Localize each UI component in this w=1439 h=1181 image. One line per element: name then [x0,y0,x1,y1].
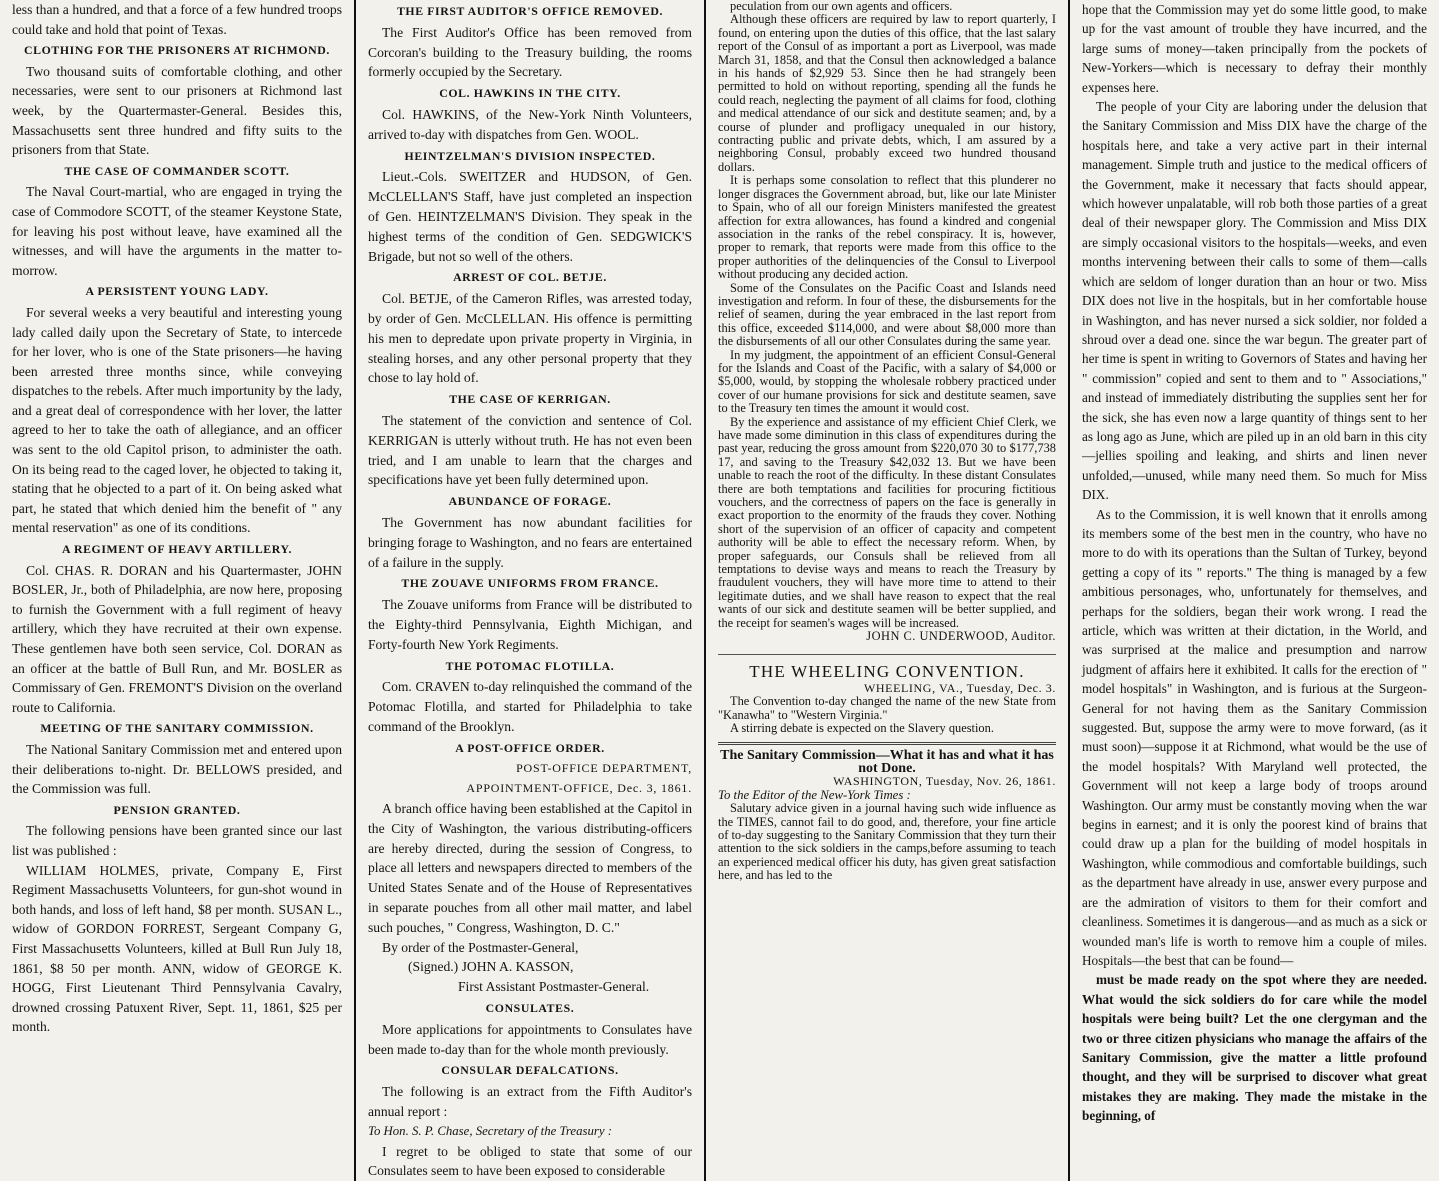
salutation-line: To the Editor of the New-York Times : [718,787,911,802]
article-paragraph: The Convention to-day changed the name of the new State from "Kanawha" to "Western Virginia." [718,694,1056,722]
article-paragraph: The following is an extract from the Fifth Auditor's annual report : [368,1084,692,1120]
article-paragraph: More applications for appointments to Consulates have been made to-day than for the whole month previously. [368,1021,692,1057]
article-paragraph: Salutary advice given in a journal having such wide influence as the TIMES, cannot fail to do good, and, therefore, your fine article of to-day suggesting to the Sanitary Commission that they turn their attention to the sick soldiers in the camps,before assuming to teach an experienced medical officer his duty, has given great satisfaction here, and has led to the [718,801,1056,883]
article-paragraph: The Naval Court-martial, who are engaged in trying the case of Commodore SCOTT, of the steamer Keystone State, for leaving his post without leave, have examined all the witnesses, and will have the arguments in the matter to-morrow. [12,184,342,278]
section-heading: ABUNDANCE OF FORAGE. [448,494,612,509]
article-paragraph: For several weeks a very beautiful and interesting young lady called daily upon the Secretary of State, to intercede for her lover, who is one of the State prisoners—he having been arrested three months since, while conveying dispatches to the rebels. After much importunity by the lady, and a great deal of correspondence with her lover, the latter agreed to her to take the oath of allegiance, and an officer was sent to the old Capitol prison, to administer the oath. On its being read to the caged lover, he objected to taking it, stating that he objected to a part of it. On being asked what part, he stated that which denied him the benefit of " any mental reservation" as one of its conditions. [12,304,342,536]
article-headline: THE WHEELING CONVENTION. [718,654,1056,678]
section-heading: THE POTOMAC FLOTILLA. [445,658,615,673]
article-paragraph: Lieut.-Cols. SWEITZER and HUDSON, of Gen. McCLELLAN'S Staff, have just completed an inspection of Gen. HEINTZELMAN'S Division. They speak in the highest terms of the condition of Gen. SEDGWICK'S Brigade, but not so well of the others. [368,169,692,264]
article-paragraph: Although these officers are required by law to report quarterly, I found, on entering upon the duties of this office, that the last salary report of the Consul of as important a port as Liverpool, was made March 31, 1858, and that the Consul then acknowledged a balance in his hands of $2,929 53. Since then he had strangely been permitted to hold on without reporting, spending all the funds he could reach, neglecting the payment of all claims for food, clothing and medical attendance of our sick and destitute seamen; and, by a course of plunder and profligacy unequaled in our history, contracting public and private debts, which, I am assured by a neighboring Consul, probably exceed two hundred thousand dollars. [718,12,1056,174]
signature-title: First Assistant Postmaster-General. [458,979,650,995]
article-paragraph: Col. HAWKINS, of the New-York Ninth Volunteers, arrived to-day with dispatches from Gen. WOOL. [368,106,692,142]
section-heading: COL. HAWKINS IN THE CITY. [439,86,621,101]
column-3 [706,0,1070,1181]
department-line: POST-OFFICE DEPARTMENT, [516,761,692,776]
section-heading: THE ZOUAVE UNIFORMS FROM FRANCE. [401,576,659,591]
column-1 [0,0,356,1181]
article-paragraph: WILLIAM HOLMES, private, Company E, First Regiment Massachusetts Volunteers, for gun-shot wound in both hands, and loss of left hand, $8 per month. SUSAN L., widow of GORDON FORREST, Sergeant Company G, First Massachusetts Volunteers, killed at Bull Run July 18, 1861, $8 50 per month. ANN, widow of GEORGE K. HOGG, First Lieutenant Third Pennsylvania Cavalry, drowned crossing Patuxent River, Sept. 11, 1861, $25 per month. [12,862,342,1035]
section-heading: THE FIRST AUDITOR'S OFFICE REMOVED. [396,4,664,18]
article-paragraph: The First Auditor's Office has been removed from Corcoran's building to the Treasury building, the rooms formerly occupied by the Secretary. [368,24,692,80]
article-paragraph: Com. CRAVEN to-day relinquished the command of the Potomac Flotilla, and started for Philadelphia to take command of the Brooklyn. [368,679,692,734]
article-paragraph: Some of the Consulates on the Pacific Coast and Islands need investigation and reform. In four of these, the disbursements for the relief of seamen, during the year embraced in the last report from this office, exceeded $114,000, and were about $8,000 more than the disbursements of all our other Consulates during the same year. [718,280,1056,349]
article-paragraph: must be made ready on the spot where they are needed. What would the sick soldiers do for care while the model hospitals were being built? Let the one clergyman and the two or three citizen physicians who manage the affairs of the Sanitary Commission, give the matter a little profound thought, and they will be surprised to discover what great mistakes they are making. They made the mistake in the beginning, of [1082,972,1427,1124]
dateline: WASHINGTON, Tuesday, Nov. 26, 1861. [833,774,1056,789]
article-paragraph: As to the Commission, it is well known that it enrolls among its members some of the best men in the country, who have no more to do with its operations than the Sultan of Turkey, beyond getting a copy of its " reports." The thing is managed by a few ambitious personages, who, unfortunately for themselves, and perhaps for the soldiers, began their work wrong. I read the article, which was written at their dictation, in the World, and was surprised at the malice and presumption and narrow judgment of affairs here it exhibited. It calls for the erection of " model hospitals" in Washington, and is furious at the Surgeon-General for not having them as the Sanitary Commission suggested. But, suppose the army were to move forward, (as it must soon)—suppose it at Richmond, what would be the use of the model hospitals? With Maryland well protected, the Government will not keep a large body of troops around Washington. Our army must be constantly moving when the war begins in earnest; and it is only the poorest kind of brains that could draw up a plan for the building of model hospitals in Washington, while commodious and comfortable buildings, such as the department have already in use, answer every purpose and are the admiration of visitors to them for their comfort and cleanliness. Sometimes it is dangerous—and as much as a sick or wounded man's life is worth to remove him a couple of miles. Hospitals—the best that can be found— [1082,506,1427,968]
article-paragraph: less than a hundred, and that a force of a few hundred troops could take and hold that point of Texas. [12,2,342,37]
article-paragraph: It is perhaps some consolation to reflect that this plunderer no longer disgraces the Government abroad, but, like our late Minister to Spain, who of all our foreign Ministers manifested the greatest affection for extra allowances, has found a kindred and congenial association in the ranks of the rebel conspiracy. It is, however, proper to remark, that reports were made from this office to the proper authorities of the delinquencies of the Consul to Liverpool without producing any decided action. [718,173,1056,282]
section-heading: A REGIMENT OF HEAVY ARTILLERY. [61,542,293,557]
article-paragraph: The following pensions have been granted since our last list was published : [12,823,342,858]
section-heading: A POST-OFFICE ORDER. [455,740,605,755]
article-paragraph: I regret to be obliged to state that some of our Consulates seem to have been exposed to considerable [368,1143,692,1179]
section-heading: ARREST OF COL. BETJE. [453,270,607,285]
article-paragraph: A branch office having been established at the Capitol in the City of Washington, the various distributing-officers are hereby directed, during the session of Congress, to place all letters and newspapers directed to members of the United States Senate and of the House of Representatives in separate pouches from all other mail matter, and label such pouches, " Congress, Washington, D. C." [368,801,692,935]
section-heading: CLOTHING FOR THE PRISONERS AT RICHMOND. [24,43,330,58]
salutation-line: To Hon. S. P. Chase, Secretary of the Treasury : [368,1123,612,1138]
article-paragraph: The people of your City are laboring under the delusion that the Sanitary Commission and Miss DIX have the charge of the hospitals here, and take a very active part in their internal management. Simple truth and justice to the medical officers of the Government, make it necessary that facts should appear, which however unpalatable, will rob both those parties of a great deal of their newspaper glory. The Commission and Miss DIX are simply occasional visitors to the hospitals—weeks, and even months intervening between their calls to some of them—calls which are seldom of longer duration than an hour or two. Miss DIX does not live in the hospitals, but in her comfortable house in Washington, and has never nursed a sick soldier, nor folded a shroud over a dead one. since the war begun. The greater part of her time is spent in writing to Governors of States and having her " commission" copied and sent to them and to " Associations," and instead of immediately distributing the supplies sent her for the sick, she has even now a large quantity of things sent to her as long ago as June, which are piled up in an old barn in this city—jellies spoiling and leaking, and shirts and linen never unfolded,—unused, while many need them. So much for Miss DIX. [1082,99,1428,503]
article-paragraph: The National Sanitary Commission met and entered upon their deliberations to-night. Dr. BELLOWS presided, and the Commission was full. [12,741,342,797]
article-paragraph: peculation from our own agents and officers. [730,0,953,13]
department-line: APPOINTMENT-OFFICE, Dec. 3, 1861. [466,781,692,796]
section-heading: A PERSISTENT YOUNG LADY. [85,284,269,299]
article-headline: The Sanitary Commission—What it has and what it has not Done. [718,742,1056,776]
dateline: WHEELING, VA., Tuesday, Dec. 3. [863,680,1056,695]
article-paragraph: The statement of the conviction and sentence of Col. KERRIGAN is utterly without truth. He has not even been tried, and I am unable to learn that the charges and specifications have yet been fully determined upon. [368,412,692,488]
article-paragraph: In my judgment, the appointment of an efficient Consul-General for the Islands and Coast of the Pacific, with a salary of $4,000 or $5,000, would, by stopping the wholesale robbery practiced under cover of our humane provisions for sick and destitute seamen, save to the Treasury ten times the amount it would cost. [718,347,1056,416]
section-heading: THE CASE OF COMMANDER SCOTT. [64,163,290,178]
section-heading: CONSULATES. [485,1001,575,1016]
section-heading: PENSION GRANTED. [113,802,241,817]
section-heading: HEINTZELMAN'S DIVISION INSPECTED. [404,148,656,163]
article-paragraph: A stirring debate is expected on the Slavery question. [730,721,994,736]
article-paragraph: The Government has now abundant facilities for bringing forage to Washington, and no fears are entertained of a failure in the supply. [368,514,692,570]
section-heading: MEETING OF THE SANITARY COMMISSION. [40,721,314,736]
section-heading: THE CASE OF KERRIGAN. [449,392,611,407]
signature-line: JOHN C. UNDERWOOD, Auditor. [866,629,1056,644]
article-paragraph: Col. CHAS. R. DORAN and his Quartermaster, JOHN BOSLER, Jr., both of Philadelphia, are now here, proposing to furnish the Government with a full regiment of heavy artillery, which they have recruited at their own expense. These gentlemen have both seen service, Col. DORAN as an officer at the battle of Bull Run, and Mr. BOSLER as Commissary of Gen. FREMONT'S Division on the overland route to California. [12,562,342,715]
article-paragraph: By the experience and assistance of my efficient Chief Clerk, we have made some diminution in this class of expenditures during the past year, reducing the gross amount from $220,070 30 to $177,738 17, and saving to the Treasury $42,032 13. But we have been unable to reach the root of the difficulty. In these distant Consulates there are both temptations and facilities for procuring fictitious vouchers, and the correctness of papers on the face is generally in exact proportion to the enormity of the frauds they cover. Nothing short of the supervision of an officer of capacity and competent authority will be able to effect the necessary reform. When, by proper safeguards, our Consuls shall be relieved from all temptations to devise ways and means to reach the Treasury by fraudulent vouchers, they will have more time to attend to their legitimate duties, and we shall have reason to expect that the real wants of our sick and destitute seamen will be better supplied, and the receipt for seamen's wages will be increased. [718,414,1056,630]
signature-line: (Signed.) JOHN A. KASSON, [408,959,574,975]
column-4 [1070,0,1439,1181]
column-2 [356,0,706,1181]
article-paragraph: Two thousand suits of comfortable clothing, and other necessaries, were sent to our prisoners at Richmond last week, by the Quartermaster-General. Besides this, Massachusetts sent three hundred and fifty suits to the prisoners from that State. [12,63,342,158]
section-heading: CONSULAR DEFALCATIONS. [441,1063,619,1078]
article-paragraph: By order of the Postmaster-General, [382,939,579,955]
article-paragraph: hope that the Commission may yet do some little good, to make up for the vast amount of trouble they have incurred, and the large sums of money—taken principally from the pockets of New-Yorkers—which is necessary to defray their monthly expenses here. [1082,2,1427,95]
article-paragraph: Col. BETJE, of the Cameron Rifles, was arrested today, by order of Gen. McCLELLAN. His offence is permitting his men to depredate upon private property in Virginia, in stealing horses, and any other personal property that they chose to lay hold of. [368,291,692,386]
article-paragraph: The Zouave uniforms from France will be distributed to the Eighty-third Pennsylvania, Eighth Michigan, and Forty-fourth New York Regiments. [368,597,692,652]
